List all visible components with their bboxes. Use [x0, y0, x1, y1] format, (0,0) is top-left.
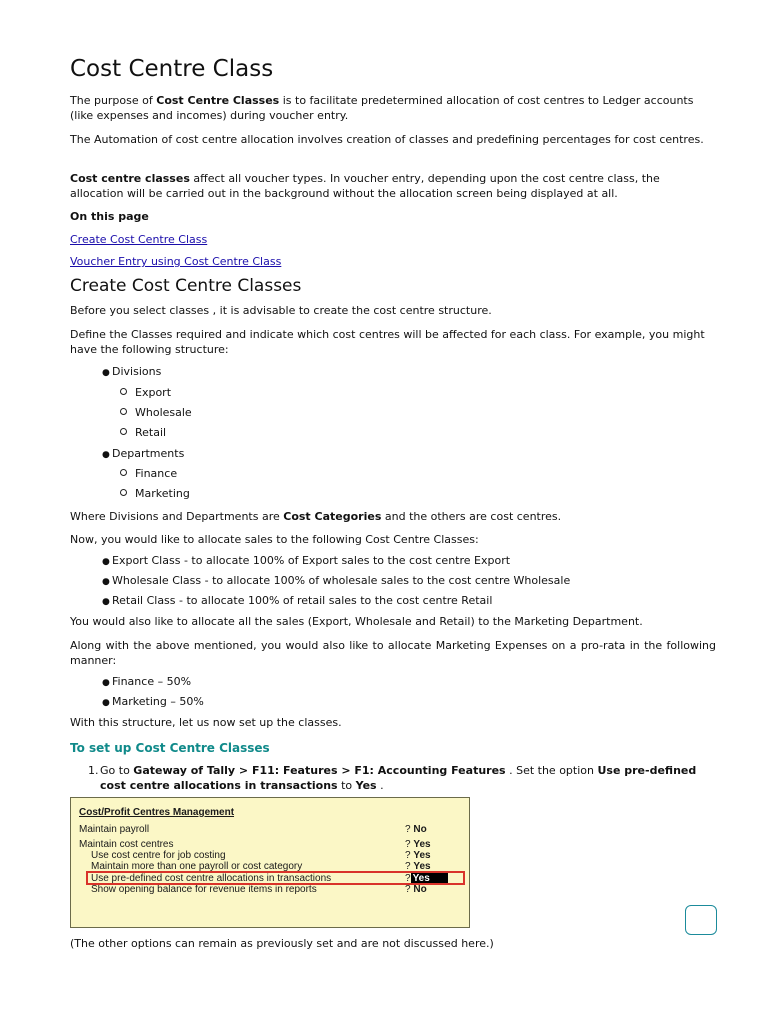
footer-note: (The other options can remain as previously set and are not discussed here.) [70, 937, 494, 950]
tally-screenshot [70, 797, 470, 928]
text: to [337, 779, 356, 792]
step-number: 1. [88, 764, 99, 777]
bold-term: Gateway of Tally > F11: Features > F1: Accounting Features [133, 764, 506, 777]
circle-bullet-icon [120, 489, 127, 496]
circle-bullet-icon [120, 469, 127, 476]
tally-row-value [405, 839, 431, 850]
text: . Set the option [505, 764, 598, 777]
tally-q: ? [405, 824, 411, 835]
section-paragraph-1: Before you select classes , it is advisable to create the cost centre structure. [70, 304, 492, 317]
bullet-icon: ● [102, 577, 110, 587]
tally-value: Yes [413, 861, 431, 872]
tally-q: ? [405, 839, 411, 850]
circle-bullet-icon [120, 428, 127, 435]
bullet-icon: ● [102, 698, 110, 708]
list-item [102, 674, 191, 691]
list-item [120, 486, 190, 501]
text: is to facilitate predetermined allocation of cost centres to Ledger accounts (like expenses and incomes) during voucher entry. [70, 94, 694, 122]
tally-row-label: Use cost centre for job costing [91, 850, 226, 861]
page-title: Cost Centre Class [70, 56, 274, 82]
list-item [102, 446, 184, 463]
tally-row [79, 850, 459, 861]
highlight-box [86, 871, 465, 885]
section-paragraph-3 [70, 509, 716, 524]
bullet-icon: ● [102, 597, 110, 607]
text: Where Divisions and Departments are [70, 510, 284, 523]
section-paragraph-4: Now, you would like to allocate sales to the following Cost Centre Classes: [70, 533, 479, 546]
tally-q: ? [405, 873, 411, 884]
step-text [100, 763, 700, 793]
list-item [120, 466, 177, 481]
tally-q: ? [405, 884, 411, 895]
list-item [120, 425, 166, 440]
intro-paragraph-1 [70, 93, 716, 123]
tally-row-value [405, 824, 427, 835]
tally-row-label: Maintain more than one payroll or cost category [91, 861, 303, 872]
tally-row [79, 884, 459, 895]
tally-row-label: Use pre-defined cost centre allocations in transactions [91, 873, 332, 884]
list-text: Departments [112, 447, 185, 460]
tally-row-label: Show opening balance for revenue items in reports [91, 884, 317, 895]
list-text: Wholesale Class - to allocate 100% of wholesale sales to the cost centre Wholesale [112, 574, 571, 587]
list-item [102, 694, 204, 711]
toc-item [70, 254, 716, 269]
bold-term: Yes [355, 779, 377, 792]
link-voucher-entry[interactable]: Voucher Entry using Cost Centre Class [70, 255, 282, 268]
list-text: Wholesale [135, 406, 192, 419]
list-text: Export [135, 386, 172, 399]
bullet-icon: ● [102, 678, 110, 688]
tally-row [79, 839, 459, 850]
list-text: Marketing – 50% [112, 695, 204, 708]
list-item [102, 573, 570, 590]
section-paragraph-2: Define the Classes required and indicate which cost centres will be affected for each class. For example, you might have the following structure: [70, 328, 705, 356]
section-heading: Create Cost Centre Classes [70, 276, 302, 296]
floating-action-button[interactable] [685, 905, 717, 935]
section-paragraph-5: You would also like to allocate all the sales (Export, Wholesale and Retail) to the Marketing Department. [70, 615, 643, 628]
tally-row [79, 824, 459, 835]
list-item [120, 385, 171, 400]
bullet-icon: ● [102, 368, 110, 378]
text: The purpose of [70, 94, 157, 107]
list-text: Retail [135, 426, 167, 439]
tally-row-label: Maintain payroll [79, 824, 150, 835]
bold-term: Cost Centre Classes [156, 94, 280, 107]
section-paragraph-7: With this structure, let us now set up the classes. [70, 716, 342, 729]
on-this-page-label [70, 209, 716, 224]
tally-q: ? [405, 861, 411, 872]
text: Go to [100, 764, 134, 777]
circle-bullet-icon [120, 408, 127, 415]
tally-value: No [413, 884, 427, 895]
list-item [102, 593, 492, 610]
bold-term: Cost Categories [283, 510, 382, 523]
intro-paragraph-3 [70, 171, 716, 201]
section-paragraph-6: Along with the above mentioned, you would also like to allocate Marketing Expenses on a pro-rata in the following manner: [70, 639, 716, 667]
sub-heading: To set up Cost Centre Classes [70, 741, 270, 755]
bold-term: Cost centre classes [70, 172, 190, 185]
list-item [102, 553, 510, 570]
list-item [120, 405, 192, 420]
intro-paragraph-2: The Automation of cost centre allocation involves creation of classes and predefining percentages for cost centres. [70, 133, 704, 146]
list-text: Divisions [112, 365, 162, 378]
toc-item [70, 232, 716, 247]
tally-value-selected: Yes [411, 873, 448, 884]
tally-row-label: Maintain cost centres [79, 839, 174, 850]
text: and the others are cost centres. [381, 510, 562, 523]
label: On this page [70, 210, 149, 223]
text: affect all voucher types. In voucher entry, depending upon the cost centre class, the allocation will be carried out in the background without the allocation screen being displayed at all. [70, 172, 660, 200]
tally-value: Yes [413, 839, 431, 850]
bullet-icon: ● [102, 450, 110, 460]
list-text: Finance – 50% [112, 675, 192, 688]
list-text: Marketing [135, 487, 190, 500]
tally-row-value [405, 850, 431, 861]
text: . [376, 779, 384, 792]
link-create-cost-centre-class[interactable]: Create Cost Centre Class [70, 233, 208, 246]
tally-value: No [413, 824, 427, 835]
bullet-icon: ● [102, 557, 110, 567]
tally-row-value [405, 884, 427, 895]
circle-bullet-icon [120, 388, 127, 395]
tally-q: ? [405, 850, 411, 861]
list-text: Finance [135, 467, 178, 480]
list-text: Retail Class - to allocate 100% of retail sales to the cost centre Retail [112, 594, 493, 607]
bold-term: Use pre-defined cost centre allocations in transactions [100, 764, 697, 792]
tally-value: Yes [413, 850, 431, 861]
list-item [102, 364, 161, 381]
tally-title: Cost/Profit Centres Management [79, 807, 235, 818]
list-text: Export Class - to allocate 100% of Export sales to the cost centre Export [112, 554, 511, 567]
